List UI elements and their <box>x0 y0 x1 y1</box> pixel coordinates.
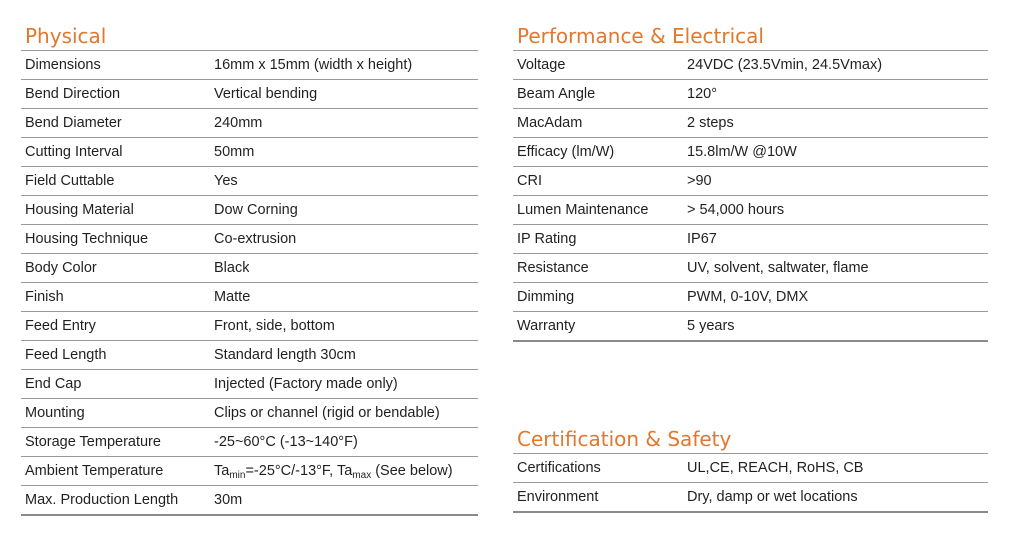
spec-row-mounting <box>21 399 478 428</box>
spec-label: Lumen Maintenance <box>517 202 649 218</box>
spec-label: End Cap <box>25 376 82 392</box>
performance-title: Performance & Electrical <box>513 24 988 51</box>
performance-section <box>513 24 988 342</box>
ta-middle-text: =-25°C/-13°F, Ta <box>245 463 353 479</box>
physical-section <box>21 24 478 516</box>
spec-value: 16mm x 15mm (width x height) <box>214 57 413 73</box>
certification-table <box>513 454 988 513</box>
spec-value: UV, solvent, saltwater, flame <box>687 260 869 276</box>
spec-value: 15.8lm/W @10W <box>687 144 797 160</box>
spec-value <box>214 463 453 479</box>
spec-label: Resistance <box>517 260 589 276</box>
spec-value: > 54,000 hours <box>687 202 785 218</box>
spec-value: 30m <box>214 492 243 508</box>
spec-value: 2 steps <box>687 115 734 131</box>
spec-row-beam-angle <box>513 80 988 109</box>
spec-label: Bend Diameter <box>25 115 122 131</box>
spec-row-field-cuttable <box>21 167 478 196</box>
spec-row-bend-diameter <box>21 109 478 138</box>
spec-label: Housing Material <box>25 202 134 218</box>
spec-value: Dow Corning <box>214 202 298 218</box>
spec-label: Dimensions <box>25 57 101 73</box>
spec-value: Yes <box>214 173 238 189</box>
spec-row-cutting-interval <box>21 138 478 167</box>
spec-label: Feed Entry <box>25 318 96 334</box>
spec-label: Voltage <box>517 57 566 73</box>
spec-label: CRI <box>517 173 542 189</box>
spec-row-feed-entry <box>21 312 478 341</box>
spec-value: Front, side, bottom <box>214 318 335 334</box>
spec-value: Co-extrusion <box>214 231 297 247</box>
spec-label: Certifications <box>517 460 601 476</box>
spec-value: 5 years <box>687 318 735 334</box>
ta-min-prefix: Ta <box>214 463 230 479</box>
spec-row-warranty <box>513 312 988 342</box>
spec-value: >90 <box>687 173 712 189</box>
spec-label: Housing Technique <box>25 231 149 247</box>
spec-value: 120° <box>687 86 717 102</box>
spec-value: Matte <box>214 289 251 305</box>
spec-value: Injected (Factory made only) <box>214 376 398 392</box>
spec-value: UL,CE, REACH, RoHS, CB <box>687 460 864 476</box>
spec-row-housing-technique <box>21 225 478 254</box>
spec-label: Feed Length <box>25 347 107 363</box>
spec-row-cri <box>513 167 988 196</box>
spec-label: Warranty <box>517 318 576 334</box>
spec-row-body-color <box>21 254 478 283</box>
spec-label: Environment <box>517 489 599 505</box>
spec-row-certifications <box>513 454 988 483</box>
spec-row-end-cap <box>21 370 478 399</box>
ta-min-subscript: min <box>229 470 246 479</box>
spec-value: PWM, 0-10V, DMX <box>687 289 809 305</box>
spec-label: Max. Production Length <box>25 492 179 508</box>
spec-label: Beam Angle <box>517 86 596 102</box>
spec-value: Vertical bending <box>214 86 318 102</box>
spec-row-ambient-temperature <box>21 457 478 486</box>
spec-row-voltage <box>513 51 988 80</box>
spec-value: Standard length 30cm <box>214 347 356 363</box>
spec-row-lumen-maintenance <box>513 196 988 225</box>
spec-label: Field Cuttable <box>25 173 115 189</box>
spec-value: Clips or channel (rigid or bendable) <box>214 405 440 421</box>
spec-row-ip-rating <box>513 225 988 254</box>
spec-row-bend-direction <box>21 80 478 109</box>
spec-row-dimming <box>513 283 988 312</box>
spec-value: Black <box>214 260 250 276</box>
spec-row-environment <box>513 483 988 513</box>
spec-label: Ambient Temperature <box>25 463 164 479</box>
spec-row-housing-material <box>21 196 478 225</box>
spec-value: 50mm <box>214 144 255 160</box>
spec-row-finish <box>21 283 478 312</box>
spec-label: Body Color <box>25 260 97 276</box>
spec-label: Efficacy (lm/W) <box>517 144 615 160</box>
certification-section <box>513 427 988 513</box>
spec-label: Dimming <box>517 289 575 305</box>
performance-table <box>513 51 988 342</box>
spec-label: IP Rating <box>517 231 577 247</box>
spec-value: IP67 <box>687 231 717 247</box>
spec-label: Bend Direction <box>25 86 121 102</box>
spec-value: 24VDC (23.5Vmin, 24.5Vmax) <box>687 57 883 73</box>
spec-label: Cutting Interval <box>25 144 123 160</box>
spec-row-resistance <box>513 254 988 283</box>
spec-row-efficacy <box>513 138 988 167</box>
spec-value: 240mm <box>214 115 263 131</box>
spec-label: Finish <box>25 289 64 305</box>
physical-table <box>21 51 478 516</box>
spec-row-dimensions <box>21 51 478 80</box>
spec-row-feed-length <box>21 341 478 370</box>
spec-value: -25~60°C (-13~140°F) <box>214 434 358 450</box>
spec-label: MacAdam <box>517 115 583 131</box>
spec-row-max-production-length <box>21 486 478 516</box>
spec-label: Storage Temperature <box>25 434 161 450</box>
spec-row-macadam <box>513 109 988 138</box>
certification-title: Certification & Safety <box>513 427 988 454</box>
physical-title: Physical <box>21 24 478 51</box>
ta-end-text: (See below) <box>371 463 453 479</box>
spec-value: Dry, damp or wet locations <box>687 489 858 505</box>
spec-label: Mounting <box>25 405 85 421</box>
spec-row-storage-temperature <box>21 428 478 457</box>
ta-max-subscript: max <box>352 470 372 479</box>
